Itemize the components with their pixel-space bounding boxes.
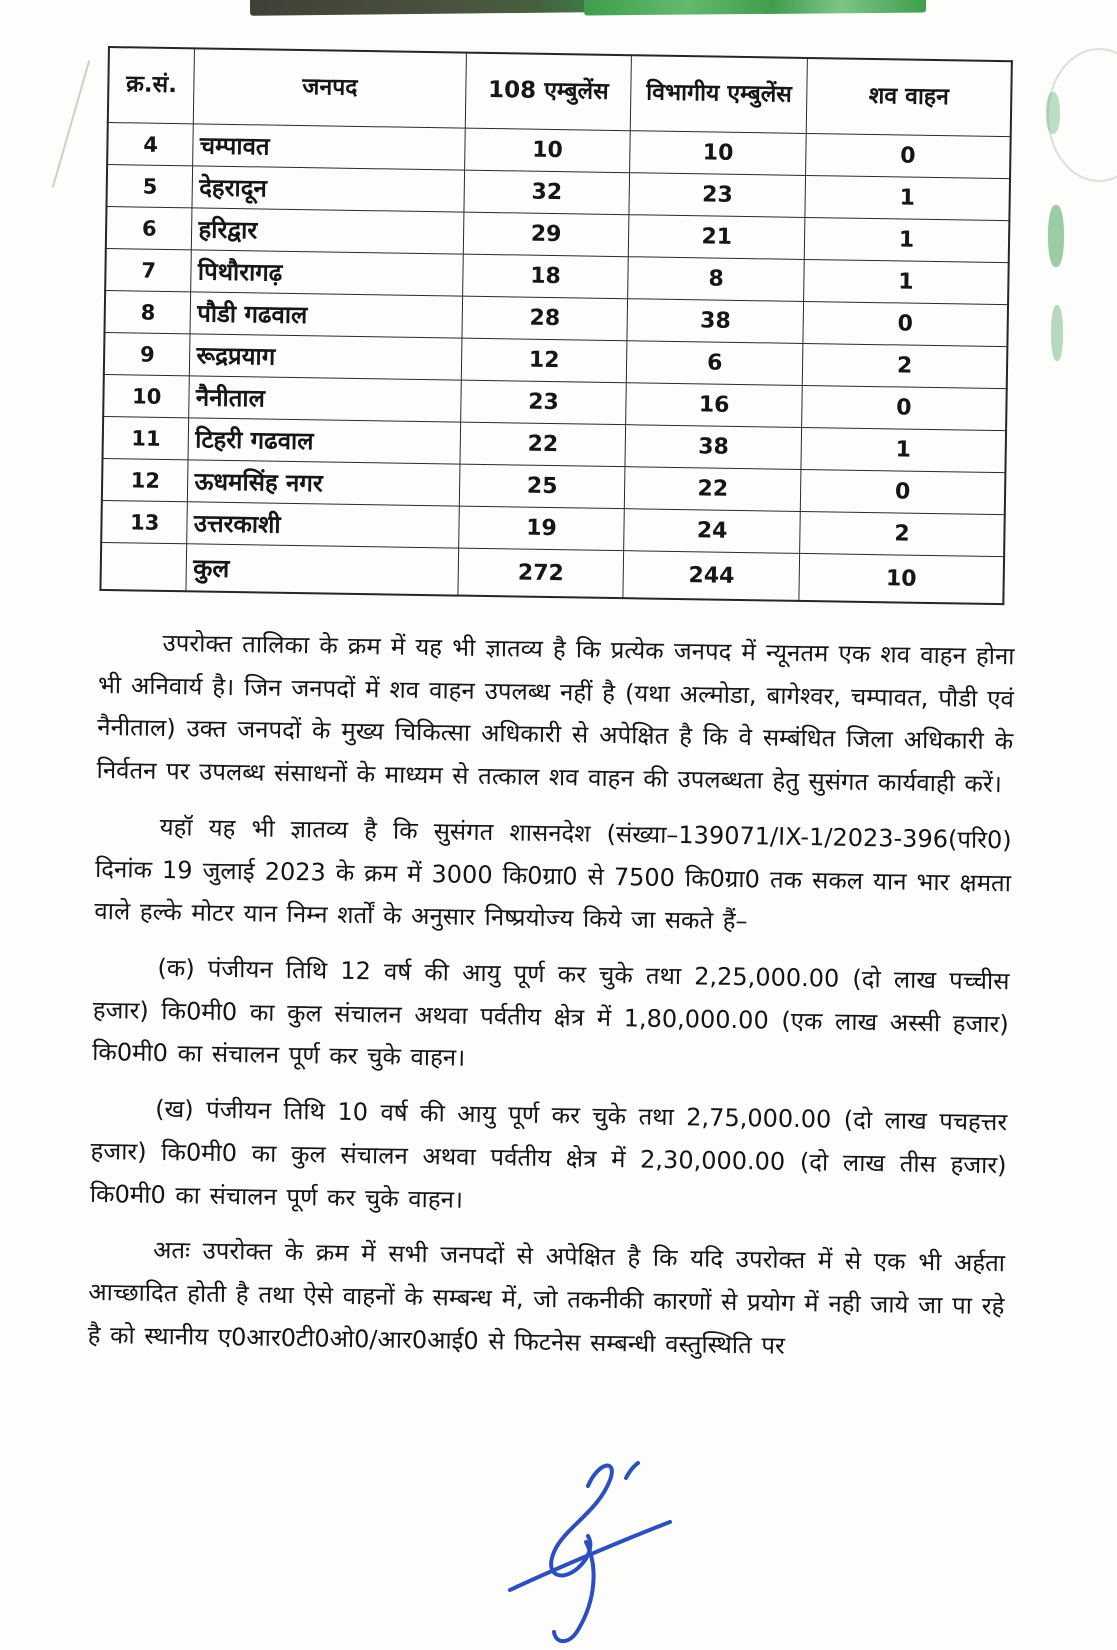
cell-departmental-ambulance: 22 — [625, 467, 801, 512]
cell-serial: 9 — [104, 332, 191, 375]
paragraph-hearse-requirement: उपरोक्त तालिका के क्रम में यह भी ज्ञातव्य है कि प्रत्येक जनपद में न्यूनतम एक शव वाहन होना भी अनिवार्य है। जिन जनपदों में शव वाहन उपलब्ध नहीं है (यथा अल्मोडा, बागेश्वर, चम्पावत, पौडी एवं नैनीताल) उक्त जनपदों के मुख्य चिकित्सा अधिकारी से अपेक्षित है कि वे सम्बंधित जिला अधिकारी के निर्वतन पर उपलब्ध संसाधनों के माध्यम से तत्काल शव वाहन की उपलब्धता हेतु सुसंगत कार्यवाही करें। — [96, 628, 1015, 799]
scan-artifact-page-corner — [52, 60, 90, 187]
cell-108-ambulance: 25 — [459, 464, 625, 509]
cell-departmental-ambulance: 6 — [627, 341, 803, 386]
header-108-ambulance: 108 एम्बुलेंस — [465, 53, 632, 131]
cell-serial-empty — [100, 542, 187, 591]
signature-tick — [626, 1463, 638, 1478]
scan-artifact-dark-band — [250, 0, 588, 16]
signature-stroke — [510, 1466, 670, 1642]
document-content — [87, 46, 1024, 1384]
cell-district: ऊधमसिंह नगर — [188, 460, 460, 506]
cell-108-ambulance: 18 — [462, 254, 628, 299]
cell-departmental-ambulance: 24 — [624, 509, 800, 554]
cell-district: रूद्रप्रयाग — [190, 334, 462, 380]
cell-total-hearse: 10 — [799, 553, 1004, 604]
cell-district: पिथौरागढ़ — [191, 250, 463, 296]
cell-108-ambulance: 28 — [462, 296, 628, 341]
cell-hearse: 0 — [800, 469, 1005, 514]
cell-108-ambulance: 19 — [458, 506, 624, 551]
cell-district: हरिद्वार — [192, 208, 464, 254]
cell-hearse: 2 — [800, 511, 1005, 556]
signature — [498, 1450, 698, 1650]
cell-total-108-ambulance: 272 — [458, 548, 624, 598]
cell-total-label: कुल — [186, 544, 458, 596]
cell-district: पौडी गढवाल — [190, 292, 462, 338]
cell-serial: 10 — [103, 374, 190, 417]
cell-hearse: 1 — [804, 259, 1009, 304]
header-serial: क्र.सं. — [108, 47, 195, 124]
cell-hearse: 1 — [804, 217, 1009, 262]
cell-hearse: 1 — [801, 427, 1006, 472]
paragraph-condition-kha: (ख) पंजीयन तिथि 10 वर्ष की आयु पूर्ण कर चुके तथा 2,75,000.00 (दो लाख पचहत्तर हजार) कि0मी0 का कुल संचालन अथवा पर्वतीय क्षेत्र में 2,30,000.00 (दो लाख तीस हजार) कि0मी0 का संचालन पूर्ण कर चुके वाहन। — [89, 1095, 1008, 1214]
cell-district: टिहरी गढवाल — [188, 418, 460, 464]
cell-hearse: 0 — [806, 133, 1011, 178]
cell-108-ambulance: 12 — [461, 338, 627, 383]
cell-serial: 4 — [107, 123, 194, 166]
signature-ink-icon — [498, 1450, 698, 1650]
cell-departmental-ambulance: 21 — [629, 215, 805, 260]
cell-serial: 12 — [102, 458, 189, 501]
cell-serial: 6 — [106, 206, 193, 249]
paragraph-instruction: अतः उपरोक्त के क्रम में सभी जनपदों से अपेक्षित है कि यदि उपरोक्त में से एक भी अर्हता आच्छादित होती है तथा ऐसे वाहनों के सम्बन्ध में, जो तकनीकी कारणों से प्रयोग में नही जाये जा पा रहे है को स्थानीय ए0आर0टी0ओ0/आर0आई0 से फिटनेस सम्बन्धी वस्तुस्थिति पर — [87, 1236, 1006, 1360]
body-text — [87, 621, 1014, 1371]
scan-artifact-green-mark — [1051, 305, 1063, 361]
ambulance-table — [99, 46, 1012, 605]
cell-departmental-ambulance: 8 — [628, 257, 804, 302]
cell-serial: 11 — [103, 416, 190, 459]
header-departmental-ambulance: विभागीय एम्बुलेंस — [631, 55, 808, 133]
cell-total-departmental-ambulance: 244 — [623, 551, 799, 601]
cell-108-ambulance: 10 — [464, 128, 630, 173]
cell-108-ambulance: 23 — [460, 380, 626, 425]
cell-serial: 5 — [106, 165, 193, 208]
cell-departmental-ambulance: 23 — [629, 173, 805, 218]
cell-serial: 8 — [104, 290, 191, 333]
cell-district: नैनीताल — [189, 376, 461, 422]
cell-departmental-ambulance: 38 — [627, 299, 803, 344]
paragraph-condition-ka: (क) पंजीयन तिथि 12 वर्ष की आयु पूर्ण कर चुके तथा 2,25,000.00 (दो लाख पच्चीस हजार) कि0मी0 का कुल संचालन अथवा पर्वतीय क्षेत्र में 1,80,000.00 (एक लाख अस्सी हजार) कि0मी0 का संचालन पूर्ण कर चुके वाहन। — [91, 953, 1010, 1073]
cell-hearse: 2 — [802, 343, 1007, 388]
cell-district: चम्पावत — [193, 124, 465, 170]
cell-hearse: 0 — [802, 385, 1007, 430]
cell-district: उत्तरकाशी — [187, 502, 459, 548]
scan-artifact-green-mark — [1046, 92, 1060, 134]
table-header-row — [108, 47, 1012, 137]
paragraph-government-order: यहॉ यह भी ज्ञातव्य है कि सुसंगत शासनदेश (संख्या–139071/IX-1/2023-396(परि0) दिनांक 19 जुलाई 2023 के क्रम में 3000 कि0ग्रा0 से 7500 कि0ग्रा0 तक सकल यान भार क्षमता वाले हल्के मोटर यान निम्न शर्तों के अनुसार निष्प्रयोज्य किये जा सकते हैं– — [94, 812, 1012, 936]
cell-departmental-ambulance: 38 — [625, 425, 801, 470]
cell-district: देहरादून — [192, 166, 464, 212]
cell-serial: 7 — [105, 248, 192, 291]
header-hearse-vehicle: शव वाहन — [806, 58, 1012, 137]
scan-artifact-green-band — [584, 0, 926, 15]
cell-108-ambulance: 22 — [460, 422, 626, 467]
cell-departmental-ambulance: 10 — [630, 131, 806, 176]
scan-artifact-green-mark — [1048, 205, 1064, 267]
cell-108-ambulance: 29 — [463, 212, 629, 257]
cell-108-ambulance: 32 — [464, 170, 630, 215]
cell-hearse: 0 — [803, 301, 1008, 346]
cell-serial: 13 — [101, 500, 188, 543]
cell-departmental-ambulance: 16 — [626, 383, 802, 428]
cell-hearse: 1 — [805, 175, 1010, 220]
header-district: जनपद — [194, 48, 466, 128]
